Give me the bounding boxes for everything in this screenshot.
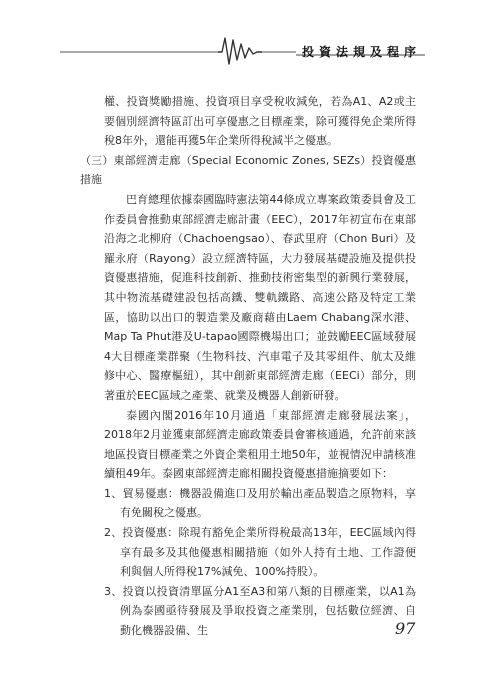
page-header bbox=[0, 0, 480, 70]
list-item-trade-incentive: 1、貿易優惠：機器設備進口及用於輸出產品製造之原物料，享有免關稅之優惠。 bbox=[104, 486, 416, 520]
paragraph-eec-overview: 巴育總理依據泰國臨時憲法第44條成立專案政策委員會及工作委員會推動東部經濟走廊計畫（EEC），2017年初宣布在東部沿海之北柳府（Chachoengsao）、春武里府（Chon Buri）及羅永府（Rayong）設立經濟特區，大力發展基礎設施及提供投資優惠措施，促進科技創新、推動技術密集型的新興行業發展，其中物流基礎建設包括高鐵、雙軌鐵路、高速公路及特定工業區，協助以出口的製造業及廠商藉由Laem Chabang深水港、Map Ta Phut港及U-tapao國際機場出口；並鼓勵EEC區域發展4大目標產業群聚（生物科技、汽車電子及其零組件、航太及維修中心、醫療樞紐），其中創新東部經濟走廊（EECi）部分，則著重於EEC區域之產業、就業及機器人創新研發。 bbox=[104, 192, 416, 402]
section-heading: （三）東部經濟走廊（Special Economic Zones, SEZs）投資優惠措施 bbox=[80, 153, 416, 187]
list-item-target-industries: 3、投資以投資清單區分A1至A3和第八類的目標產業，以A1為例為泰國亟待發展及爭取投資之產業別，包括數位經濟、自動化機器設備、生 bbox=[104, 584, 416, 638]
list-item-investment-incentive: 2、投資優惠：除現有豁免企業所得稅最高13年，EEC區域內得享有最多及其他優惠相關措施（如外人持有土地、工作證便利與個人所得稅17%減免、100%持股）。 bbox=[104, 526, 416, 579]
paragraph-eec-law: 泰國內閣2016年10月通過「東部經濟走廊發展法案」，2018年2月並獲東部經濟走廊政策委員會審核通過，允許前來該地區投資目標產業之外資企業租用土地50年，並視情況申請核准續租49年。泰國東部經濟走廊相關投資優惠措施摘要如下： bbox=[104, 408, 416, 481]
page-number: 97 bbox=[395, 619, 416, 638]
main-content bbox=[80, 92, 416, 641]
continuation-paragraph: 權、投資獎勵措施、投資項目享受稅收減免，若為A1、A2或主要個別經濟特區訂出可享優惠之目標產業，除可獲得免企業所得稅8年外，還能再獲5年企業所得稅減半之優惠。 bbox=[104, 95, 416, 148]
header-section-title: 投資法規及程序 bbox=[302, 45, 422, 59]
